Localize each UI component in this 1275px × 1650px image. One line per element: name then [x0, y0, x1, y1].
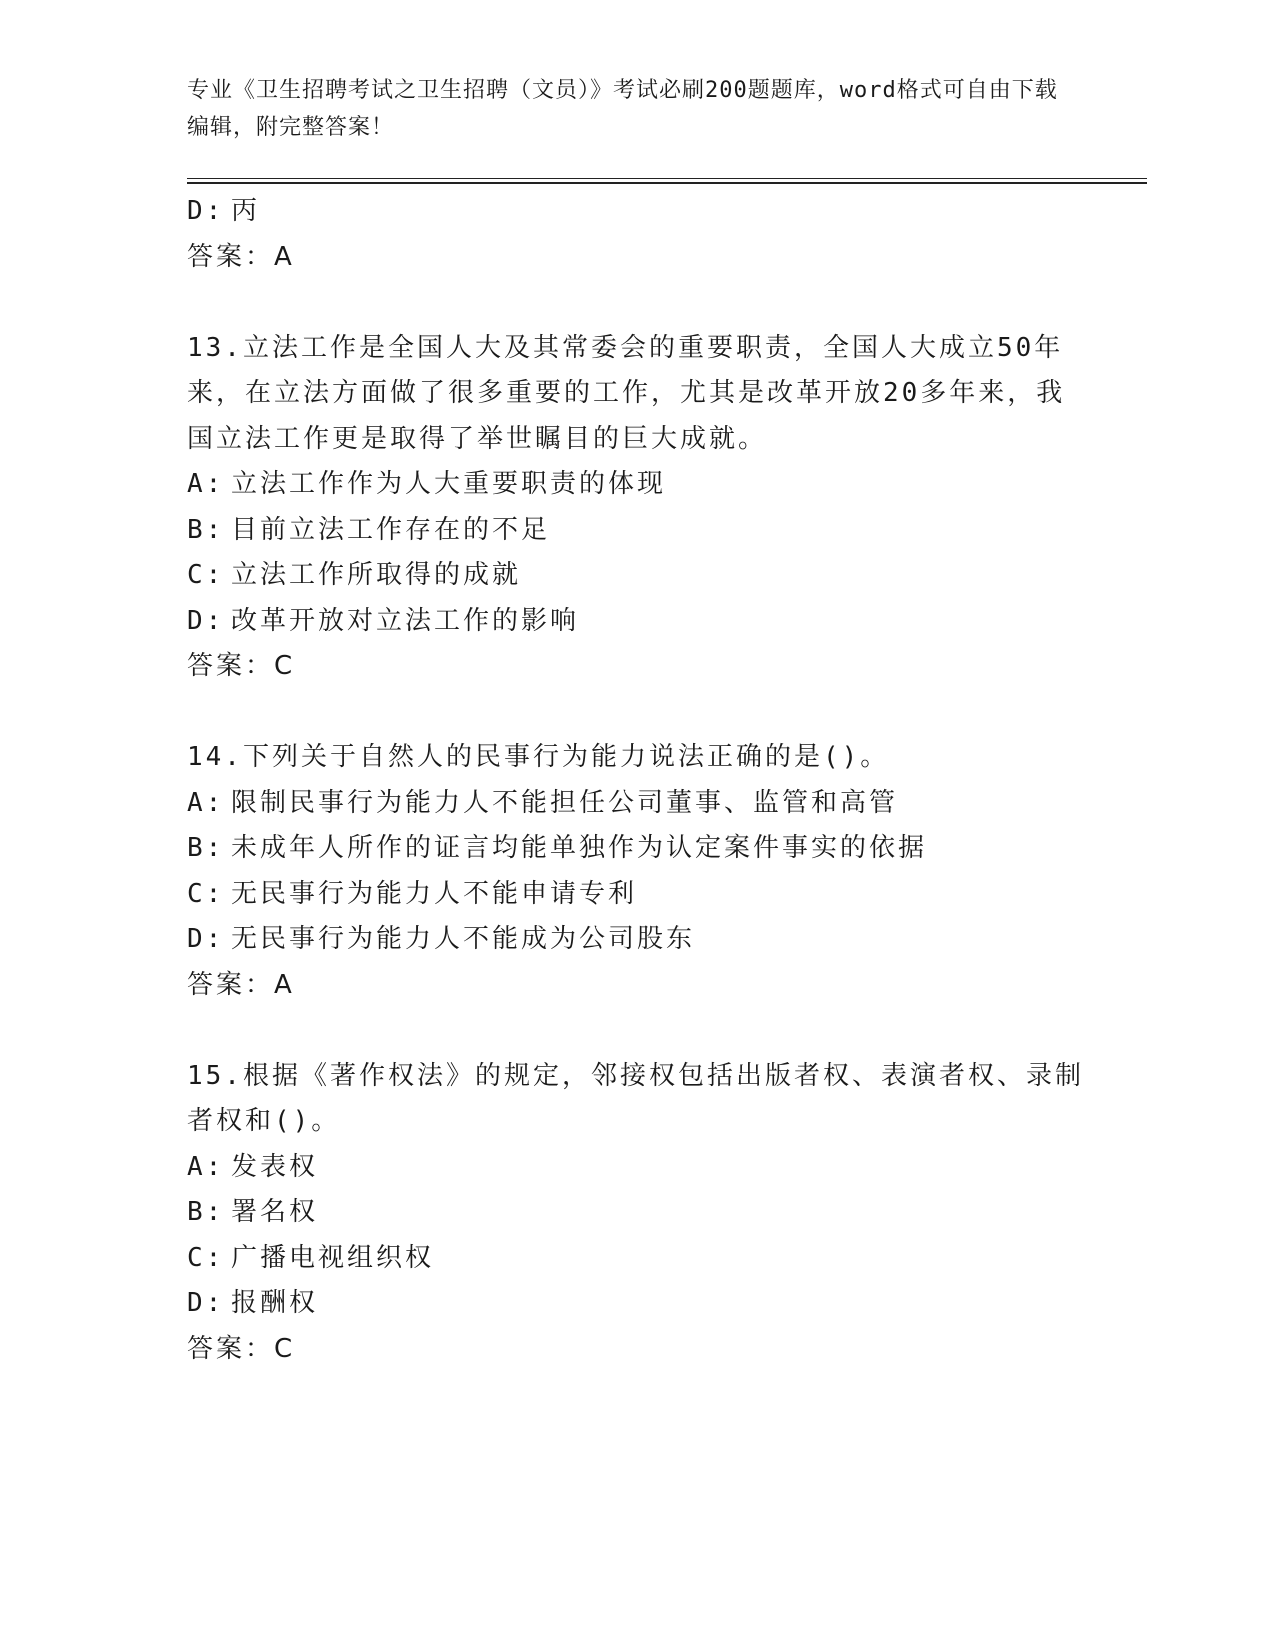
document-body — [187, 189, 1087, 1372]
header-divider-thick — [187, 182, 1147, 184]
option-c — [187, 553, 1087, 599]
option-text: 报酬权 — [231, 1288, 319, 1318]
option-label: D: — [187, 924, 225, 954]
option-label: B: — [187, 833, 225, 863]
spacer — [187, 1008, 1087, 1054]
option-text: 未成年人所作的证言均能单独作为认定案件事实的依据 — [231, 833, 928, 863]
leading-answer: 答案：A — [187, 241, 295, 272]
option-label: A: — [187, 1151, 225, 1182]
question-text: 13.立法工作是全国人大及其常委会的重要职责，全国人大成立50年来，在立法方面做了很多重要的工作，尤其是改革开放20多年来，我国立法工作更是取得了举世瞩目的巨大成就。 — [187, 332, 1066, 454]
spacer — [187, 690, 1087, 736]
option-text: 丙 — [231, 196, 261, 226]
option-b — [187, 826, 1087, 872]
option-label: A: — [187, 469, 225, 499]
option-a — [187, 462, 1087, 508]
leading-option-d — [187, 189, 1087, 235]
option-label: C: — [187, 878, 225, 909]
option-text: 改革开放对立法工作的影响 — [231, 605, 580, 636]
option-label: D: — [187, 196, 225, 226]
option-text: 目前立法工作存在的不足 — [231, 514, 551, 545]
document-header: 专业《卫生招聘考试之卫生招聘（文员）》考试必刷200题题库，word格式可自由下载编辑，附完整答案！ — [187, 78, 1058, 140]
option-label: B: — [187, 1197, 225, 1227]
option-text: 署名权 — [231, 1197, 319, 1227]
question-answer: 答案：A — [187, 969, 295, 1000]
question-text: 15.根据《著作权法》的规定，邻接权包括出版者权、表演者权、录制者权和()。 — [187, 1060, 1084, 1136]
option-label: D: — [187, 1288, 225, 1318]
option-text: 发表权 — [231, 1151, 319, 1182]
option-label: D: — [187, 605, 225, 636]
option-d — [187, 599, 1087, 645]
option-text: 限制民事行为能力人不能担任公司董事、监管和高管 — [231, 787, 899, 818]
option-d — [187, 917, 1087, 963]
header-divider-thin — [187, 178, 1147, 179]
option-label: A: — [187, 787, 225, 818]
question-answer: 答案：C — [187, 651, 296, 681]
option-c — [187, 872, 1087, 918]
option-text: 无民事行为能力人不能申请专利 — [231, 878, 638, 909]
question-text: 14.下列关于自然人的民事行为能力说法正确的是()。 — [187, 742, 890, 772]
question-15 — [187, 1054, 1087, 1373]
option-label: C: — [187, 1242, 225, 1273]
question-13 — [187, 326, 1087, 690]
option-b — [187, 1190, 1087, 1236]
option-label: C: — [187, 560, 225, 590]
question-14 — [187, 735, 1087, 1008]
option-label: B: — [187, 514, 225, 545]
option-c — [187, 1236, 1087, 1282]
question-answer: 答案：C — [187, 1333, 296, 1364]
option-text: 广播电视组织权 — [231, 1242, 435, 1273]
option-a — [187, 1145, 1087, 1191]
option-text: 无民事行为能力人不能成为公司股东 — [231, 924, 696, 954]
option-text: 立法工作所取得的成就 — [231, 560, 522, 590]
option-d — [187, 1281, 1087, 1327]
spacer — [187, 280, 1087, 326]
option-a — [187, 781, 1087, 827]
option-b — [187, 508, 1087, 554]
option-text: 立法工作作为人大重要职责的体现 — [231, 469, 667, 499]
